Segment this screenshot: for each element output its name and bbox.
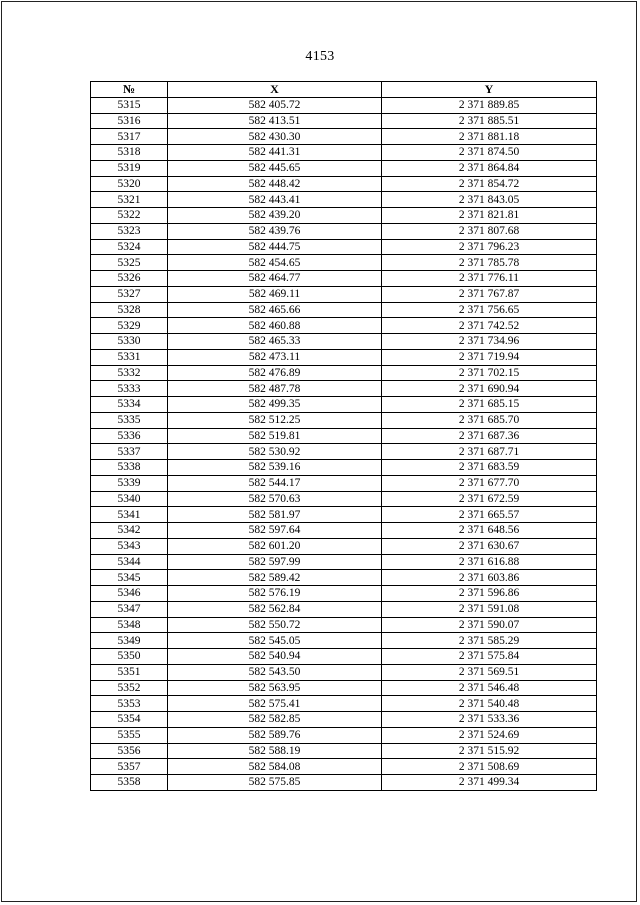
cell-y: 2 371 499.34 bbox=[382, 775, 597, 791]
table-row bbox=[91, 586, 597, 602]
cell-x: 582 519.81 bbox=[168, 428, 382, 444]
cell-y: 2 371 546.48 bbox=[382, 680, 597, 696]
cell-number: 5340 bbox=[91, 491, 168, 507]
cell-y: 2 371 843.05 bbox=[382, 192, 597, 208]
cell-number: 5358 bbox=[91, 775, 168, 791]
table-row bbox=[91, 570, 597, 586]
cell-x: 582 543.50 bbox=[168, 664, 382, 680]
cell-y: 2 371 590.07 bbox=[382, 617, 597, 633]
table-row bbox=[91, 680, 597, 696]
cell-x: 582 584.08 bbox=[168, 759, 382, 775]
table-row bbox=[91, 649, 597, 665]
cell-y: 2 371 575.84 bbox=[382, 649, 597, 665]
cell-x: 582 581.97 bbox=[168, 507, 382, 523]
cell-number: 5328 bbox=[91, 302, 168, 318]
table-row bbox=[91, 554, 597, 570]
table-row bbox=[91, 97, 597, 113]
coordinates-table bbox=[90, 81, 597, 791]
cell-x: 582 512.25 bbox=[168, 412, 382, 428]
table-row bbox=[91, 349, 597, 365]
table-row bbox=[91, 255, 597, 271]
cell-number: 5347 bbox=[91, 601, 168, 617]
cell-y: 2 371 596.86 bbox=[382, 586, 597, 602]
cell-number: 5329 bbox=[91, 318, 168, 334]
cell-y: 2 371 603.86 bbox=[382, 570, 597, 586]
cell-y: 2 371 515.92 bbox=[382, 743, 597, 759]
table-row bbox=[91, 334, 597, 350]
cell-number: 5317 bbox=[91, 129, 168, 145]
table-row bbox=[91, 160, 597, 176]
cell-x: 582 445.65 bbox=[168, 160, 382, 176]
cell-number: 5337 bbox=[91, 444, 168, 460]
cell-y: 2 371 665.57 bbox=[382, 507, 597, 523]
cell-x: 582 562.84 bbox=[168, 601, 382, 617]
cell-number: 5345 bbox=[91, 570, 168, 586]
cell-y: 2 371 569.51 bbox=[382, 664, 597, 680]
cell-x: 582 563.95 bbox=[168, 680, 382, 696]
table-row bbox=[91, 507, 597, 523]
table-row bbox=[91, 727, 597, 743]
table-row bbox=[91, 743, 597, 759]
table-row bbox=[91, 271, 597, 287]
cell-number: 5332 bbox=[91, 365, 168, 381]
cell-x: 582 597.99 bbox=[168, 554, 382, 570]
cell-number: 5339 bbox=[91, 475, 168, 491]
cell-y: 2 371 756.65 bbox=[382, 302, 597, 318]
cell-number: 5336 bbox=[91, 428, 168, 444]
cell-x: 582 539.16 bbox=[168, 460, 382, 476]
table-row bbox=[91, 712, 597, 728]
cell-y: 2 371 796.23 bbox=[382, 239, 597, 255]
cell-y: 2 371 616.88 bbox=[382, 554, 597, 570]
cell-x: 582 448.42 bbox=[168, 176, 382, 192]
cell-y: 2 371 591.08 bbox=[382, 601, 597, 617]
header-number: № bbox=[91, 82, 168, 98]
cell-number: 5350 bbox=[91, 649, 168, 665]
cell-y: 2 371 683.59 bbox=[382, 460, 597, 476]
table-row bbox=[91, 145, 597, 161]
cell-number: 5324 bbox=[91, 239, 168, 255]
cell-number: 5344 bbox=[91, 554, 168, 570]
cell-x: 582 454.65 bbox=[168, 255, 382, 271]
cell-number: 5349 bbox=[91, 633, 168, 649]
cell-y: 2 371 630.67 bbox=[382, 538, 597, 554]
cell-y: 2 371 702.15 bbox=[382, 365, 597, 381]
cell-number: 5320 bbox=[91, 176, 168, 192]
cell-x: 582 469.11 bbox=[168, 286, 382, 302]
cell-number: 5355 bbox=[91, 727, 168, 743]
table-row bbox=[91, 239, 597, 255]
cell-x: 582 439.20 bbox=[168, 208, 382, 224]
cell-x: 582 601.20 bbox=[168, 538, 382, 554]
cell-number: 5351 bbox=[91, 664, 168, 680]
cell-number: 5331 bbox=[91, 349, 168, 365]
cell-x: 582 405.72 bbox=[168, 97, 382, 113]
cell-y: 2 371 776.11 bbox=[382, 271, 597, 287]
table-row bbox=[91, 412, 597, 428]
cell-y: 2 371 685.70 bbox=[382, 412, 597, 428]
cell-number: 5348 bbox=[91, 617, 168, 633]
page-number: 4153 bbox=[305, 49, 335, 64]
cell-y: 2 371 524.69 bbox=[382, 727, 597, 743]
table-row bbox=[91, 460, 597, 476]
cell-x: 582 465.33 bbox=[168, 334, 382, 350]
cell-number: 5327 bbox=[91, 286, 168, 302]
cell-x: 582 582.85 bbox=[168, 712, 382, 728]
cell-x: 582 589.42 bbox=[168, 570, 382, 586]
cell-y: 2 371 585.29 bbox=[382, 633, 597, 649]
cell-x: 582 465.66 bbox=[168, 302, 382, 318]
cell-x: 582 413.51 bbox=[168, 113, 382, 129]
cell-x: 582 530.92 bbox=[168, 444, 382, 460]
cell-number: 5341 bbox=[91, 507, 168, 523]
cell-number: 5318 bbox=[91, 145, 168, 161]
cell-number: 5357 bbox=[91, 759, 168, 775]
header-x: X bbox=[168, 82, 382, 98]
cell-x: 582 544.17 bbox=[168, 475, 382, 491]
cell-x: 582 439.76 bbox=[168, 223, 382, 239]
table-row bbox=[91, 381, 597, 397]
cell-x: 582 444.75 bbox=[168, 239, 382, 255]
cell-x: 582 487.78 bbox=[168, 381, 382, 397]
cell-y: 2 371 687.71 bbox=[382, 444, 597, 460]
cell-number: 5334 bbox=[91, 397, 168, 413]
cell-number: 5321 bbox=[91, 192, 168, 208]
cell-y: 2 371 785.78 bbox=[382, 255, 597, 271]
cell-x: 582 575.41 bbox=[168, 696, 382, 712]
cell-x: 582 443.41 bbox=[168, 192, 382, 208]
table-row bbox=[91, 428, 597, 444]
cell-x: 582 597.64 bbox=[168, 523, 382, 539]
table-row bbox=[91, 286, 597, 302]
cell-x: 582 499.35 bbox=[168, 397, 382, 413]
cell-y: 2 371 821.81 bbox=[382, 208, 597, 224]
cell-y: 2 371 864.84 bbox=[382, 160, 597, 176]
cell-number: 5322 bbox=[91, 208, 168, 224]
cell-number: 5333 bbox=[91, 381, 168, 397]
cell-y: 2 371 719.94 bbox=[382, 349, 597, 365]
cell-number: 5352 bbox=[91, 680, 168, 696]
cell-y: 2 371 742.52 bbox=[382, 318, 597, 334]
cell-number: 5335 bbox=[91, 412, 168, 428]
cell-y: 2 371 540.48 bbox=[382, 696, 597, 712]
table-body bbox=[91, 97, 597, 790]
cell-y: 2 371 648.56 bbox=[382, 523, 597, 539]
cell-y: 2 371 767.87 bbox=[382, 286, 597, 302]
cell-y: 2 371 685.15 bbox=[382, 397, 597, 413]
cell-number: 5354 bbox=[91, 712, 168, 728]
table-row bbox=[91, 775, 597, 791]
cell-x: 582 476.89 bbox=[168, 365, 382, 381]
table-row bbox=[91, 491, 597, 507]
cell-number: 5342 bbox=[91, 523, 168, 539]
table-row bbox=[91, 397, 597, 413]
table-row bbox=[91, 318, 597, 334]
cell-x: 582 473.11 bbox=[168, 349, 382, 365]
table-row bbox=[91, 664, 597, 680]
cell-x: 582 588.19 bbox=[168, 743, 382, 759]
cell-y: 2 371 677.70 bbox=[382, 475, 597, 491]
cell-number: 5326 bbox=[91, 271, 168, 287]
cell-number: 5319 bbox=[91, 160, 168, 176]
cell-y: 2 371 533.36 bbox=[382, 712, 597, 728]
cell-x: 582 464.77 bbox=[168, 271, 382, 287]
cell-number: 5330 bbox=[91, 334, 168, 350]
table-row bbox=[91, 444, 597, 460]
cell-x: 582 575.85 bbox=[168, 775, 382, 791]
table-row bbox=[91, 223, 597, 239]
cell-number: 5356 bbox=[91, 743, 168, 759]
cell-y: 2 371 672.59 bbox=[382, 491, 597, 507]
cell-x: 582 430.30 bbox=[168, 129, 382, 145]
table-row bbox=[91, 176, 597, 192]
cell-number: 5323 bbox=[91, 223, 168, 239]
cell-number: 5343 bbox=[91, 538, 168, 554]
cell-y: 2 371 807.68 bbox=[382, 223, 597, 239]
cell-x: 582 540.94 bbox=[168, 649, 382, 665]
cell-y: 2 371 854.72 bbox=[382, 176, 597, 192]
cell-y: 2 371 508.69 bbox=[382, 759, 597, 775]
cell-number: 5353 bbox=[91, 696, 168, 712]
cell-y: 2 371 885.51 bbox=[382, 113, 597, 129]
cell-number: 5315 bbox=[91, 97, 168, 113]
cell-y: 2 371 690.94 bbox=[382, 381, 597, 397]
cell-x: 582 576.19 bbox=[168, 586, 382, 602]
header-y: Y bbox=[382, 82, 597, 98]
cell-number: 5316 bbox=[91, 113, 168, 129]
table-row bbox=[91, 759, 597, 775]
cell-x: 582 570.63 bbox=[168, 491, 382, 507]
cell-x: 582 550.72 bbox=[168, 617, 382, 633]
table-row bbox=[91, 129, 597, 145]
cell-x: 582 589.76 bbox=[168, 727, 382, 743]
cell-y: 2 371 874.50 bbox=[382, 145, 597, 161]
cell-y: 2 371 687.36 bbox=[382, 428, 597, 444]
cell-x: 582 441.31 bbox=[168, 145, 382, 161]
table-row bbox=[91, 475, 597, 491]
table-row bbox=[91, 617, 597, 633]
table-row bbox=[91, 601, 597, 617]
table-row bbox=[91, 538, 597, 554]
cell-number: 5338 bbox=[91, 460, 168, 476]
cell-number: 5346 bbox=[91, 586, 168, 602]
cell-number: 5325 bbox=[91, 255, 168, 271]
cell-y: 2 371 881.18 bbox=[382, 129, 597, 145]
table-header-row bbox=[91, 82, 597, 98]
cell-x: 582 545.05 bbox=[168, 633, 382, 649]
cell-x: 582 460.88 bbox=[168, 318, 382, 334]
table-row bbox=[91, 302, 597, 318]
table-row bbox=[91, 365, 597, 381]
table-row bbox=[91, 523, 597, 539]
table-row bbox=[91, 633, 597, 649]
table-row bbox=[91, 696, 597, 712]
table-row bbox=[91, 208, 597, 224]
table-row bbox=[91, 192, 597, 208]
table-row bbox=[91, 113, 597, 129]
cell-y: 2 371 889.85 bbox=[382, 97, 597, 113]
cell-y: 2 371 734.96 bbox=[382, 334, 597, 350]
